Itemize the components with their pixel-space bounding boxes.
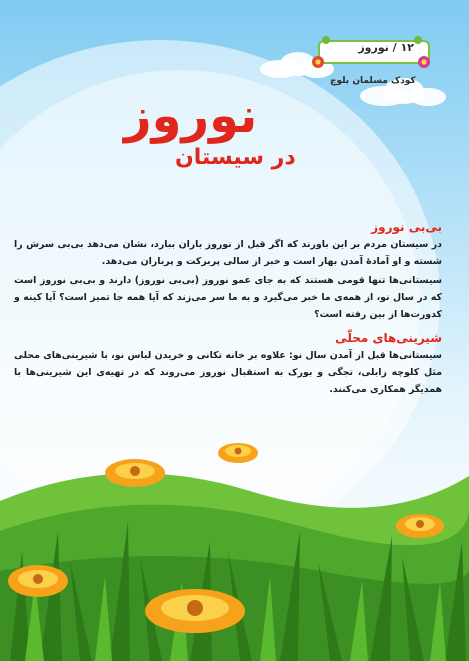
section-heading: بی‌بی نوروز [371,220,442,234]
grass-illustration [0,431,469,661]
flower-icon [145,589,245,633]
flower-icon [418,56,430,68]
flower-icon [312,56,324,68]
magazine-name: کودک مسلمان بلوچ [330,76,416,86]
flower-icon [218,443,258,463]
flower-icon [105,459,165,487]
flower-icon [322,36,330,44]
flower-icon [8,565,68,597]
paragraph: سیستانی‌ها تنها قومی هستند که به جای عمو نوروز (بی‌بی نوروز) دارند و بی‌بی نوروز است که در سال نو، از همه‌ی ما خبر می‌گیرد و به ما سر می‌زند که آیا همه جا تمیز است؟ آیا کینه و کدورت‌ها از بین رفته است؟ [14,275,442,320]
issue-badge [314,36,432,66]
issue-label: / نوروز [358,41,397,54]
paragraph: در سیستان مردم بر این باورند که اگر قبل از نوروز باران ببارد، نشان می‌دهد بی‌بی سرش را شسته و او آمادۀ آمدن بهار است و خبر از سالی پربرکت و پرباران می‌دهد. [14,239,442,267]
section-heading: شیرینی‌های محلّی [335,331,442,345]
paragraph: سیستانی‌ها قبل از آمدن سال نو: علاوه بر خانه تکانی و خریدن لباس نو، با شیرینی‌های محلی مثل کلوچه زابلی، تجگی و بورک به استقبال نوروز می‌روند که در تهیه‌ی این شیرینی‌ها با همدیگر همکاری می‌کنند. [14,350,442,395]
page-title: نوروز [124,88,258,144]
flower-icon [396,514,444,538]
page-subtitle: در سیستان [175,145,296,170]
flower-icon [414,36,422,44]
issue-number [358,41,414,54]
issue-number-value: ۱۲ [400,41,414,54]
article-body [14,220,442,398]
